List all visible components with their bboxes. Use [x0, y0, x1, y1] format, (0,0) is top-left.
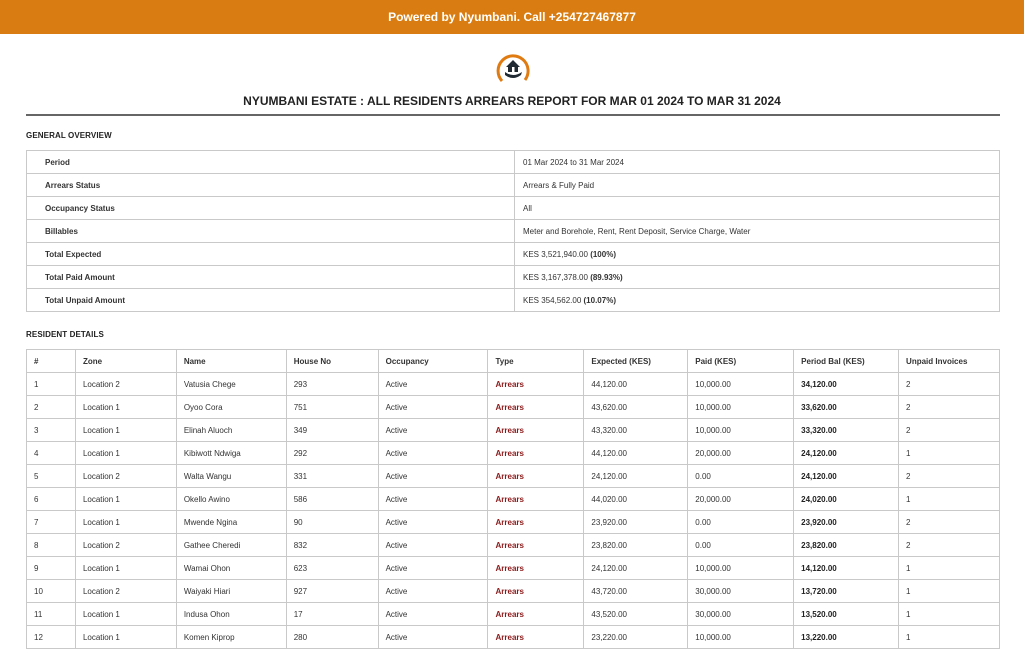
column-header-name: Name	[176, 350, 286, 373]
row-number: 3	[27, 419, 76, 442]
overview-label: Total Paid Amount	[27, 266, 515, 289]
table-row	[27, 419, 1000, 442]
type-cell: Arrears	[488, 465, 584, 488]
period-bal-cell: 24,020.00	[794, 488, 899, 511]
house-no-cell: 751	[286, 396, 378, 419]
percentage: (89.93%)	[590, 272, 623, 282]
expected-cell: 23,820.00	[584, 534, 688, 557]
table-row	[27, 580, 1000, 603]
unpaid-invoices-cell: 2	[899, 396, 1000, 419]
period-bal-cell: 23,920.00	[794, 511, 899, 534]
zone-cell: Location 1	[75, 488, 176, 511]
house-no-cell: 280	[286, 626, 378, 649]
expected-cell: 44,020.00	[584, 488, 688, 511]
name-cell: Walta Wangu	[176, 465, 286, 488]
unpaid-invoices-cell: 2	[899, 511, 1000, 534]
house-no-cell: 927	[286, 580, 378, 603]
overview-row-total-expected	[27, 243, 1000, 266]
unpaid-invoices-cell: 2	[899, 419, 1000, 442]
unpaid-invoices-cell: 2	[899, 465, 1000, 488]
zone-cell: Location 1	[75, 626, 176, 649]
table-row	[27, 488, 1000, 511]
type-cell: Arrears	[488, 580, 584, 603]
overview-value	[515, 266, 1000, 289]
column-header-unpaid-invoices: Unpaid Invoices	[899, 350, 1000, 373]
expected-cell: 44,120.00	[584, 373, 688, 396]
type-cell: Arrears	[488, 396, 584, 419]
occupancy-cell: Active	[378, 442, 488, 465]
house-no-cell: 349	[286, 419, 378, 442]
expected-cell: 43,520.00	[584, 603, 688, 626]
expected-cell: 24,120.00	[584, 557, 688, 580]
expected-cell: 23,220.00	[584, 626, 688, 649]
overview-row-occupancy-status	[27, 197, 1000, 220]
table-row	[27, 396, 1000, 419]
name-cell: Elinah Aluoch	[176, 419, 286, 442]
amount: KES 354,562.00	[523, 295, 582, 305]
paid-cell: 10,000.00	[688, 626, 794, 649]
house-no-cell: 17	[286, 603, 378, 626]
overview-value: All	[515, 197, 1000, 220]
name-cell: Waiyaki Hiari	[176, 580, 286, 603]
period-bal-cell: 23,820.00	[794, 534, 899, 557]
unpaid-invoices-cell: 1	[899, 488, 1000, 511]
overview-label: Period	[27, 151, 515, 174]
row-number: 11	[27, 603, 76, 626]
paid-cell: 30,000.00	[688, 603, 794, 626]
occupancy-cell: Active	[378, 396, 488, 419]
house-no-cell: 293	[286, 373, 378, 396]
name-cell: Mwende Ngina	[176, 511, 286, 534]
paid-cell: 20,000.00	[688, 488, 794, 511]
type-cell: Arrears	[488, 534, 584, 557]
zone-cell: Location 1	[75, 419, 176, 442]
period-bal-cell: 24,120.00	[794, 442, 899, 465]
overview-value	[515, 243, 1000, 266]
zone-cell: Location 2	[75, 534, 176, 557]
zone-cell: Location 1	[75, 442, 176, 465]
column-header-paid: Paid (KES)	[688, 350, 794, 373]
expected-cell: 43,620.00	[584, 396, 688, 419]
overview-value: 01 Mar 2024 to 31 Mar 2024	[515, 151, 1000, 174]
name-cell: Okello Awino	[176, 488, 286, 511]
type-cell: Arrears	[488, 557, 584, 580]
occupancy-cell: Active	[378, 373, 488, 396]
report-title: NYUMBANI ESTATE : ALL RESIDENTS ARREARS REPORT FOR MAR 01 2024 TO MAR 31 2024	[243, 94, 781, 108]
row-number: 9	[27, 557, 76, 580]
overview-row-period	[27, 151, 1000, 174]
period-bal-cell: 34,120.00	[794, 373, 899, 396]
type-cell: Arrears	[488, 442, 584, 465]
overview-label: Occupancy Status	[27, 197, 515, 220]
overview-value: Arrears & Fully Paid	[515, 174, 1000, 197]
period-bal-cell: 13,220.00	[794, 626, 899, 649]
overview-row-total-paid	[27, 266, 1000, 289]
table-row	[27, 626, 1000, 649]
period-bal-cell: 24,120.00	[794, 465, 899, 488]
house-no-cell: 623	[286, 557, 378, 580]
column-header-zone: Zone	[75, 350, 176, 373]
row-number: 8	[27, 534, 76, 557]
overview-label: Total Expected	[27, 243, 515, 266]
resident-details-table	[26, 349, 1000, 649]
paid-cell: 0.00	[688, 534, 794, 557]
occupancy-cell: Active	[378, 603, 488, 626]
column-header-occupancy: Occupancy	[378, 350, 488, 373]
overview-value	[515, 289, 1000, 312]
table-row	[27, 373, 1000, 396]
period-bal-cell: 13,520.00	[794, 603, 899, 626]
paid-cell: 10,000.00	[688, 396, 794, 419]
row-number: 5	[27, 465, 76, 488]
paid-cell: 10,000.00	[688, 419, 794, 442]
name-cell: Oyoo Cora	[176, 396, 286, 419]
type-cell: Arrears	[488, 626, 584, 649]
column-header-number: #	[27, 350, 76, 373]
name-cell: Gathee Cheredi	[176, 534, 286, 557]
period-bal-cell: 33,620.00	[794, 396, 899, 419]
column-header-type: Type	[488, 350, 584, 373]
overview-row-billables	[27, 220, 1000, 243]
occupancy-cell: Active	[378, 511, 488, 534]
zone-cell: Location 2	[75, 465, 176, 488]
occupancy-cell: Active	[378, 626, 488, 649]
unpaid-invoices-cell: 1	[899, 580, 1000, 603]
expected-cell: 43,720.00	[584, 580, 688, 603]
unpaid-invoices-cell: 1	[899, 442, 1000, 465]
row-number: 4	[27, 442, 76, 465]
period-bal-cell: 13,720.00	[794, 580, 899, 603]
period-bal-cell: 33,320.00	[794, 419, 899, 442]
name-cell: Wamai Ohon	[176, 557, 286, 580]
overview-value: Meter and Borehole, Rent, Rent Deposit, Service Charge, Water	[515, 220, 1000, 243]
expected-cell: 44,120.00	[584, 442, 688, 465]
overview-label: Total Unpaid Amount	[27, 289, 515, 312]
occupancy-cell: Active	[378, 419, 488, 442]
name-cell: Indusa Ohon	[176, 603, 286, 626]
house-no-cell: 832	[286, 534, 378, 557]
type-cell: Arrears	[488, 419, 584, 442]
occupancy-cell: Active	[378, 557, 488, 580]
house-in-hand-logo-icon	[494, 50, 532, 88]
amount: KES 3,167,378.00	[523, 272, 588, 282]
percentage: (100%)	[590, 249, 616, 259]
table-row	[27, 442, 1000, 465]
expected-cell: 43,320.00	[584, 419, 688, 442]
paid-cell: 30,000.00	[688, 580, 794, 603]
overview-row-arrears-status	[27, 174, 1000, 197]
column-header-period-bal: Period Bal (KES)	[794, 350, 899, 373]
overview-row-total-unpaid	[27, 289, 1000, 312]
overview-label: Arrears Status	[27, 174, 515, 197]
type-cell: Arrears	[488, 511, 584, 534]
resident-details-heading: RESIDENT DETAILS	[26, 330, 104, 339]
paid-cell: 10,000.00	[688, 373, 794, 396]
paid-cell: 0.00	[688, 465, 794, 488]
name-cell: Kibiwott Ndwiga	[176, 442, 286, 465]
general-overview-table	[26, 150, 1000, 312]
overview-label: Billables	[27, 220, 515, 243]
zone-cell: Location 1	[75, 603, 176, 626]
expected-cell: 23,920.00	[584, 511, 688, 534]
occupancy-cell: Active	[378, 534, 488, 557]
occupancy-cell: Active	[378, 580, 488, 603]
title-divider	[26, 114, 1000, 116]
row-number: 12	[27, 626, 76, 649]
table-row	[27, 557, 1000, 580]
row-number: 6	[27, 488, 76, 511]
paid-cell: 20,000.00	[688, 442, 794, 465]
occupancy-cell: Active	[378, 465, 488, 488]
house-no-cell: 292	[286, 442, 378, 465]
house-no-cell: 331	[286, 465, 378, 488]
general-overview-heading: GENERAL OVERVIEW	[26, 131, 112, 140]
unpaid-invoices-cell: 2	[899, 534, 1000, 557]
column-header-expected: Expected (KES)	[584, 350, 688, 373]
house-no-cell: 90	[286, 511, 378, 534]
percentage: (10.07%)	[583, 295, 616, 305]
house-no-cell: 586	[286, 488, 378, 511]
banner-text: Powered by Nyumbani. Call +254727467877	[388, 10, 636, 24]
period-bal-cell: 14,120.00	[794, 557, 899, 580]
zone-cell: Location 1	[75, 557, 176, 580]
type-cell: Arrears	[488, 488, 584, 511]
row-number: 7	[27, 511, 76, 534]
paid-cell: 0.00	[688, 511, 794, 534]
table-row	[27, 603, 1000, 626]
paid-cell: 10,000.00	[688, 557, 794, 580]
unpaid-invoices-cell: 2	[899, 373, 1000, 396]
zone-cell: Location 2	[75, 373, 176, 396]
table-row	[27, 511, 1000, 534]
row-number: 2	[27, 396, 76, 419]
unpaid-invoices-cell: 1	[899, 626, 1000, 649]
unpaid-invoices-cell: 1	[899, 603, 1000, 626]
table-row	[27, 465, 1000, 488]
zone-cell: Location 2	[75, 580, 176, 603]
name-cell: Vatusia Chege	[176, 373, 286, 396]
unpaid-invoices-cell: 1	[899, 557, 1000, 580]
table-row	[27, 534, 1000, 557]
expected-cell: 24,120.00	[584, 465, 688, 488]
name-cell: Komen Kiprop	[176, 626, 286, 649]
table-header-row	[27, 350, 1000, 373]
zone-cell: Location 1	[75, 511, 176, 534]
amount: KES 3,521,940.00	[523, 249, 588, 259]
powered-by-banner	[0, 0, 1024, 34]
row-number: 10	[27, 580, 76, 603]
zone-cell: Location 1	[75, 396, 176, 419]
row-number: 1	[27, 373, 76, 396]
type-cell: Arrears	[488, 603, 584, 626]
column-header-house-no: House No	[286, 350, 378, 373]
occupancy-cell: Active	[378, 488, 488, 511]
type-cell: Arrears	[488, 373, 584, 396]
